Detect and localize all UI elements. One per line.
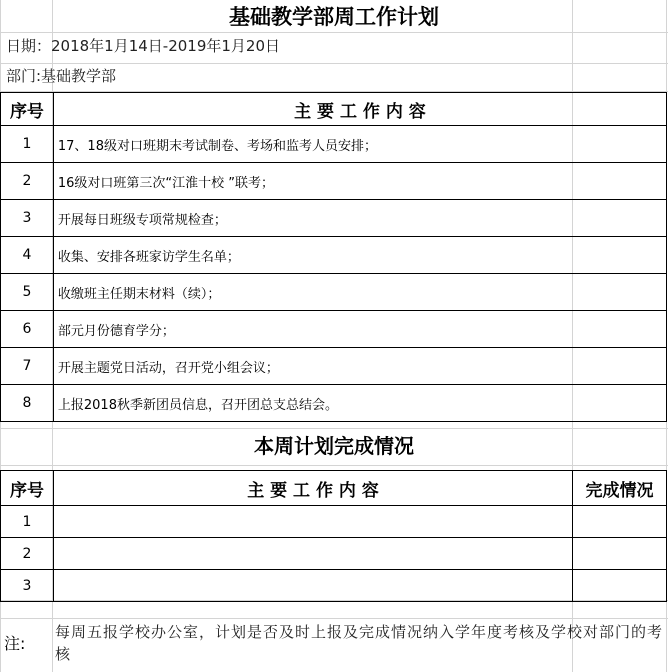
page-title: 基础教学部周工作计划 xyxy=(229,4,439,29)
plan-header-no: 序号 xyxy=(1,93,54,126)
row-content: 上报2018秋季新团员信息，召开团总支总结会。 xyxy=(53,385,666,422)
row-content[interactable] xyxy=(53,538,572,570)
row-status[interactable] xyxy=(573,506,667,538)
row-number: 4 xyxy=(1,237,54,274)
row-number: 2 xyxy=(1,163,54,200)
table-row xyxy=(1,506,667,538)
row-status[interactable] xyxy=(573,538,667,570)
completion-header-status: 完成情况 xyxy=(573,471,667,506)
row-number: 7 xyxy=(1,348,54,385)
row-number: 2 xyxy=(1,538,54,570)
note-label: 注: xyxy=(4,634,26,653)
table-row xyxy=(1,570,667,602)
completion-table xyxy=(0,470,667,602)
table-row xyxy=(1,274,667,311)
completion-header-no: 序号 xyxy=(1,471,54,506)
row-content: 16级对口班第三次“江淮十校 ”联考； xyxy=(53,163,666,200)
row-content: 开展主题党日活动，召开党小组会议； xyxy=(53,348,666,385)
row-number: 3 xyxy=(1,200,54,237)
row-content[interactable] xyxy=(53,506,572,538)
department: 部门:基础教学部 xyxy=(6,67,117,85)
date-range: 日期：2018年1月14日-2019年1月20日 xyxy=(6,37,281,55)
completion-title: 本周计划完成情况 xyxy=(254,434,414,458)
table-row xyxy=(1,538,667,570)
plan-header-content: 主 要 工 作 内 容 xyxy=(53,93,666,126)
completion-header-content: 主 要 工 作 内 容 xyxy=(53,471,572,506)
row-content[interactable] xyxy=(53,570,572,602)
table-row xyxy=(1,311,667,348)
plan-table xyxy=(0,92,667,422)
table-row xyxy=(1,163,667,200)
note-text: 每周五报学校办公室，计划是否及时上报及完成情况纳入学年度考核及学校对部门的考核 xyxy=(55,623,664,663)
row-content: 部元月份德育学分； xyxy=(53,311,666,348)
row-number: 5 xyxy=(1,274,54,311)
table-row xyxy=(1,237,667,274)
row-number: 6 xyxy=(1,311,54,348)
row-content: 收集、安排各班家访学生名单； xyxy=(53,237,666,274)
row-content: 收缴班主任期末材料（续）； xyxy=(53,274,666,311)
row-content: 17、18级对口班期末考试制卷、考场和监考人员安排； xyxy=(53,126,666,163)
row-number: 1 xyxy=(1,506,54,538)
row-status[interactable] xyxy=(573,570,667,602)
row-content: 开展每日班级专项常规检查； xyxy=(53,200,666,237)
table-row xyxy=(1,126,667,163)
table-row xyxy=(1,348,667,385)
row-number: 1 xyxy=(1,126,54,163)
row-number: 3 xyxy=(1,570,54,602)
row-number: 8 xyxy=(1,385,54,422)
table-row xyxy=(1,200,667,237)
table-row xyxy=(1,385,667,422)
